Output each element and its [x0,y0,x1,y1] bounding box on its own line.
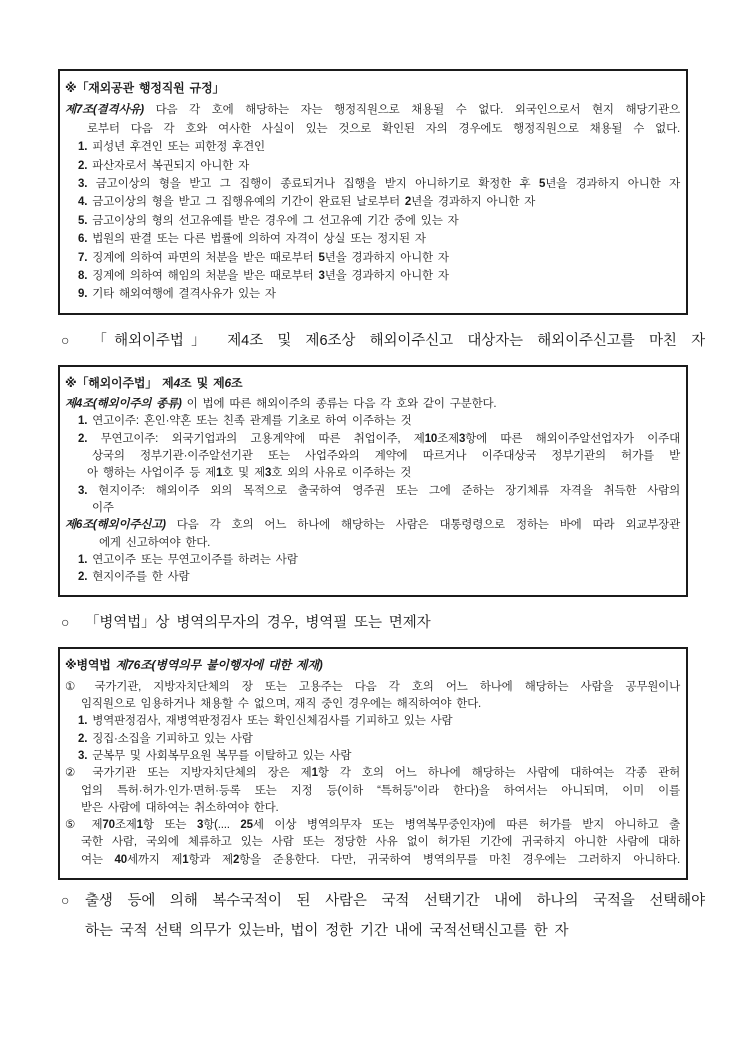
text-run: 4. [78,196,88,209]
text-run: 1 [216,467,223,480]
text-run: 군복무 및 사회복무요원 복무를 이탈하고 있는 사람 [87,749,352,762]
text-run: 조제 [114,819,137,832]
text-line [65,483,680,500]
text-run: ※「재외공관 행정직원 규정」 [65,81,225,95]
bullet-emigration-report [61,325,705,356]
text-line [61,885,705,916]
text-run: ① 국가기관, 지방자치단체의 장 또는 고용주는 다음 각 호의 어느 하나에 해당하는 사람을 공무원이나 [65,680,680,693]
text-run: 무연고이주: 외국기업과의 고용계약에 따른 취업이주, 제 [87,432,425,445]
text-line [65,517,680,534]
text-run: 2. [78,432,88,445]
text-run: 연고이주 또는 무연고이주를 하려는 사람 [87,553,298,566]
text-run: 기타 해외여행에 결격사유가 있는 자 [87,288,276,301]
bullet-circle-icon: ○ [61,331,70,348]
note-box-mission-staff-regulation [58,69,688,315]
text-run: 3 [265,467,272,480]
text-run: 10 [424,432,438,445]
bullet-nationality-selection [61,885,705,946]
text-run: 항과 제 [188,853,233,866]
text-run: 금고이상의 형을 받고 그 집행이 종료되거나 집행을 받지 아니하기로 확정한 후 [87,178,540,191]
text-line [65,230,680,248]
text-run: 1 [311,767,318,780]
text-run: 1. [78,553,88,566]
text-line [65,748,680,765]
text-run: ⑤ 제 [65,819,103,832]
text-run: 제7조(결격사유) [65,104,144,117]
text-run: 금고이상의 형을 받고 그 집행유예의 기간이 완료된 날로부터 [87,196,405,209]
bullet-military-service-status [61,607,705,638]
text-line [61,325,705,356]
text-line [65,157,680,175]
text-line [65,175,680,193]
text-run: 이주 [92,501,114,514]
text-run: 년을 경과하지 아니한 자 [545,178,681,191]
text-run: 현지이주를 한 사람 [87,571,190,584]
text-run: 현지이주: 해외이주 외의 목적으로 출국하여 영주권 또는 그에 준하는 장기체류 자격을 취득한 사람의 [87,484,680,497]
text-line [65,413,680,430]
text-line [65,800,680,817]
text-run: 다음 각 호에 해당하는 자는 행정직원으로 채용될 수 없다. 외국인으로서 현지 해당기관으 [143,104,680,117]
text-run: 「해외이주법」 제4조 및 제6조상 해외이주신고 대상자는 해외이주신고를 마친 자 [85,332,705,349]
text-line [65,765,680,782]
text-run: 9. [78,288,88,301]
text-run: 국한 사람, 국외에 체류하고 있는 사람 또는 정당한 사유 없이 허가된 기간에 귀국하지 아니한 사람에 대하 [81,836,680,849]
text-line [65,500,680,517]
text-run: 징계에 의하여 해임의 처분을 받은 때로부터 [87,270,319,283]
text-run: 4 [173,375,181,390]
text-run: 여는 [81,853,115,866]
text-run: 1. [78,715,88,728]
text-run: 5 [539,178,546,191]
text-run: 연고이주: 혼인·약혼 또는 친족 관계를 기초로 하여 이주하는 것 [87,415,412,428]
text-run: 항을 준용한다. 다만, 귀국하여 병역의무를 마친 경우에는 그러하지 아니하다. [239,853,680,866]
text-run: 로부터 다음 각 호와 여사한 사실이 있는 것으로 확인된 자의 경우에도 행정직원으로 채용될 수 없다. [87,122,680,135]
text-line [65,535,680,552]
box-title-line [65,657,680,674]
text-run: 3 [458,432,466,445]
text-run: 받은 사람에 대하여는 취소하여야 한다. [81,801,279,814]
text-line [65,696,680,713]
text-run: ※병역법 [65,658,116,673]
text-line [65,679,680,696]
text-line [65,193,680,211]
text-run: 1. [78,141,88,154]
text-run: 다음 각 호의 어느 하나에 해당하는 사람은 대통령령으로 정하는 바에 따라 외교부장관 [165,519,680,532]
text-run: 세까지 제 [126,853,183,866]
text-line [65,431,680,448]
text-run: 25 [240,819,253,832]
text-line [65,212,680,230]
text-run: 임직원으로 임용하거나 채용할 수 없으며, 재직 중인 경우에는 해직하여야 한다. [81,698,482,711]
text-run: 5 [318,251,325,264]
text-run: 3 [196,819,204,832]
text-run: 금고이상의 형의 선고유예를 받은 경우에 그 선고유예 기간 중에 있는 자 [87,214,459,227]
text-run: 2. [78,732,88,745]
text-run: ② 국가기관 또는 지방자치단체의 장은 제 [65,767,312,780]
text-line [65,817,680,834]
text-run: 징집·소집을 기피하고 있는 사람 [87,732,253,745]
text-run: 제4조(해외이주의 종류) [65,398,182,411]
text-run: 항 각 호의 어느 하나에 해당하는 사람에 대하여는 각종 관허 [317,767,680,780]
text-run: 업의 특허·허가·인가·면허·등록 또는 지정 등(이하 “특허등”이라 한다)을 하여서는 아니되며, 이미 이를 [81,784,680,797]
text-run: 1 [182,853,189,866]
text-run: 1 [136,819,143,832]
text-run: 피성년 후견인 또는 피한정 후견인 [87,141,265,154]
text-run: 항 또는 [142,819,197,832]
text-run: 징계에 의하여 파면의 처분을 받은 때로부터 [87,251,319,264]
text-run: 3. [78,749,88,762]
text-run: 2 [232,853,240,866]
text-line [65,448,680,465]
text-run: 1. [78,415,88,428]
text-line [65,569,680,586]
text-run: 3 [318,270,325,283]
text-line [65,783,680,800]
text-run: 70 [102,819,115,832]
text-run: 상국의 정부기관·이주알선기관 또는 사업주와의 계약에 따르거나 이주대상국 정부기관의 허가를 받 [92,450,680,463]
text-line [65,465,680,482]
text-run: 7. [78,251,88,264]
text-line [61,607,705,638]
text-run: 5. [78,214,88,227]
box-title-line [65,375,680,392]
text-run: 항(.... [203,819,241,832]
text-run: 제6조(해외이주신고) [65,519,166,532]
text-run: 호 외의 사유로 이주하는 것 [271,467,412,480]
text-run: 2. [78,571,88,584]
text-line [65,249,680,267]
content-column [58,69,710,946]
text-line [65,852,680,869]
text-run: 이 법에 따른 해외이주의 종류는 다음 각 호와 같이 구분한다. [181,398,497,411]
text-run: 제76조(병역의무 불이행자에 대한 제재) [115,658,323,673]
text-line [65,834,680,851]
text-line [65,396,680,413]
text-line [61,916,705,946]
text-run: 8. [78,270,88,283]
text-run: 항에 따른 해외이주알선업자가 이주대 [465,432,681,445]
text-run: 병역판정검사, 재병역판정검사 또는 확인신체검사를 기피하고 있는 사람 [87,715,453,728]
text-run: 파산자로서 복권되지 아니한 자 [87,159,249,172]
text-line [65,285,680,303]
text-run: 년을 경과하지 아니한 자 [324,270,449,283]
text-line [65,267,680,285]
text-run: ※「해외이주법」 제 [65,375,174,390]
box-title-line [65,79,680,97]
text-run: 6. [78,233,88,246]
text-line [65,713,680,730]
text-run: 년을 경과하지 아니한 자 [411,196,536,209]
note-box-military-service-act [58,647,688,880]
text-run: 조 [230,375,243,390]
text-run: 6 [224,375,231,390]
text-line [65,731,680,748]
text-run: 호 및 제 [222,467,265,480]
text-run: 조제 [437,432,459,445]
note-box-emigration-act [58,365,688,598]
text-run: 3. [78,484,88,497]
text-run: 「병역법」상 병역의무자의 경우, 병역필 또는 면제자 [85,615,431,632]
text-line [65,552,680,569]
text-line [65,120,680,138]
text-run: 3. [78,178,88,191]
text-run: 2. [78,159,88,172]
text-run: 출생 등에 의해 복수국적이 된 사람은 국적 선택기간 내에 하나의 국적을 선택해야 [85,893,705,909]
text-line [65,101,680,119]
text-line [65,138,680,156]
bullet-circle-icon: ○ [61,892,70,908]
text-run: 에게 신고하여야 한다. [99,536,211,549]
text-run: 법원의 판결 또는 다른 법률에 의하여 자격이 상실 또는 정지된 자 [87,233,426,246]
text-run: 아 행하는 사업이주 등 제 [87,467,217,480]
bullet-circle-icon: ○ [61,614,70,631]
text-run: 40 [114,853,127,866]
text-run: 년을 경과하지 아니한 자 [324,251,449,264]
text-run: 2 [404,196,412,209]
text-run: 세 이상 병역의무자 또는 병역복무중인자)에 따른 허가를 받지 아니하고 출 [252,819,680,832]
text-run: 하는 국적 선택 의무가 있는바, 법이 정한 기간 내에 국적선택신고를 한 자 [85,923,569,939]
text-run: 조 및 제 [180,375,225,390]
